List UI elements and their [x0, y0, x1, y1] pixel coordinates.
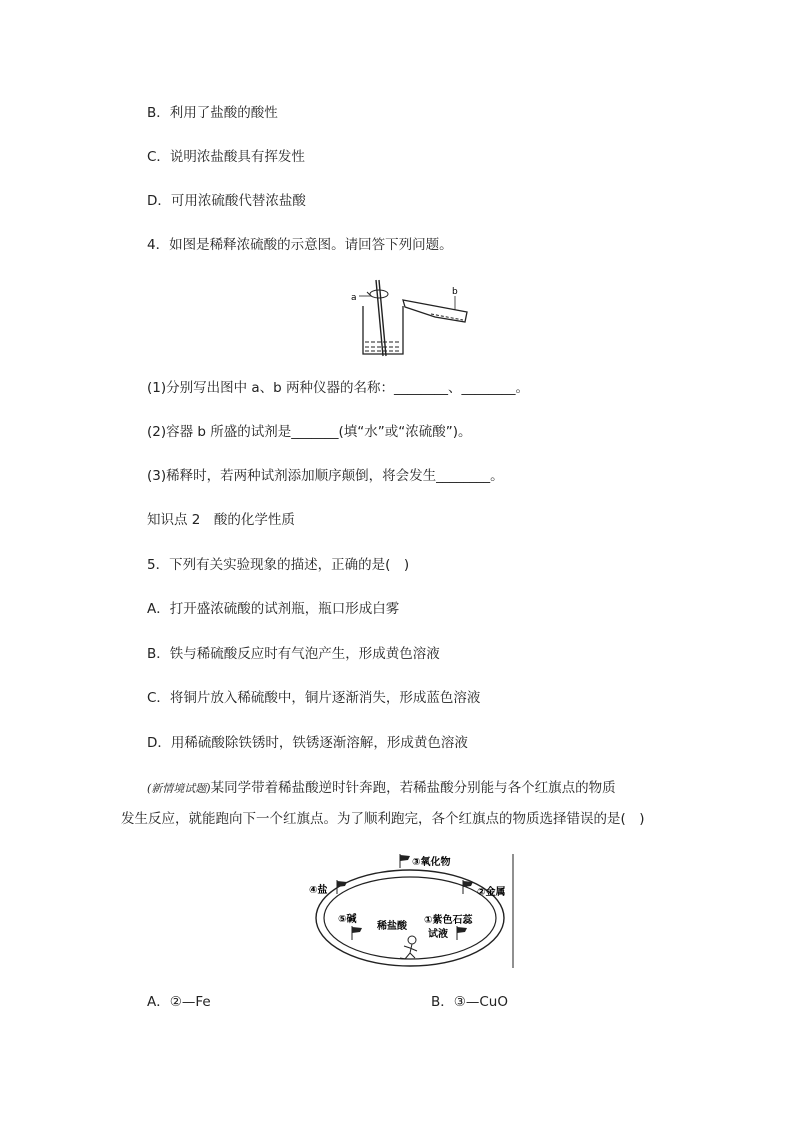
question-4-3: (3)稀释时，若两种试剂添加顺序颠倒，将会发生________。 — [147, 468, 504, 484]
track-figure — [300, 848, 525, 973]
flag-3-label: ③氧化物 — [412, 857, 451, 868]
flag-4-label: ④盐 — [309, 885, 328, 896]
question-6-tag: (新情境试题) — [147, 782, 211, 795]
question-5: 5．下列有关实验现象的描述，正确的是( ) — [147, 557, 410, 573]
flag-1-label-line2: 试液 — [428, 929, 448, 940]
question-4: 4．如图是稀释浓硫酸的示意图。请回答下列问题。 — [147, 237, 453, 253]
runner-icon — [400, 936, 417, 959]
question-6-line1 — [147, 779, 616, 798]
flag-5-icon — [352, 926, 362, 940]
question-4-2: (2)容器 b 所盛的试剂是_______(填“水”或“浓硫酸”)。 — [147, 424, 472, 440]
option-5b: B．铁与稀硫酸反应时有气泡产生，形成黄色溶液 — [147, 646, 440, 662]
center-label: 稀盐酸 — [377, 921, 407, 932]
option-d: D．可用浓硫酸代替浓盐酸 — [147, 193, 306, 209]
option-b: B．利用了盐酸的酸性 — [147, 105, 278, 121]
label-a: a — [351, 293, 357, 303]
flag-1-icon — [457, 926, 467, 940]
flag-5-label: ⑤碱 — [338, 914, 357, 925]
question-4-1: (1)分别写出图中 a、b 两种仪器的名称：________、________。 — [147, 380, 530, 396]
option-5a: A．打开盛浓硫酸的试剂瓶，瓶口形成白雾 — [147, 601, 400, 617]
flag-3-icon — [400, 854, 410, 868]
option-c: C．说明浓盐酸具有挥发性 — [147, 149, 305, 165]
option-6b: B．③—CuO — [431, 994, 508, 1010]
question-6-line2: 发生反应，就能跑向下一个红旗点。为了顺利跑完，各个红旗点的物质选择错误的是( ) — [121, 811, 645, 827]
flag-2-icon — [463, 880, 473, 894]
option-5d: D．用稀硫酸除铁锈时，铁锈逐渐溶解，形成黄色溶液 — [147, 735, 468, 751]
knowledge-point-2: 知识点 2 酸的化学性质 — [147, 512, 295, 528]
dilution-figure — [345, 276, 475, 358]
option-6a: A．②—Fe — [147, 994, 211, 1010]
flag-2-label: ②金属 — [477, 887, 506, 898]
label-b: b — [452, 287, 458, 297]
question-6-text: 某同学带着稀盐酸逆时针奔跑，若稀盐酸分别能与各个红旗点的物质 — [210, 780, 616, 796]
flag-1-label-line1: ①紫色石蕊 — [424, 915, 473, 926]
option-5c: C．将铜片放入稀硫酸中，铜片逐渐消失，形成蓝色溶液 — [147, 690, 481, 706]
